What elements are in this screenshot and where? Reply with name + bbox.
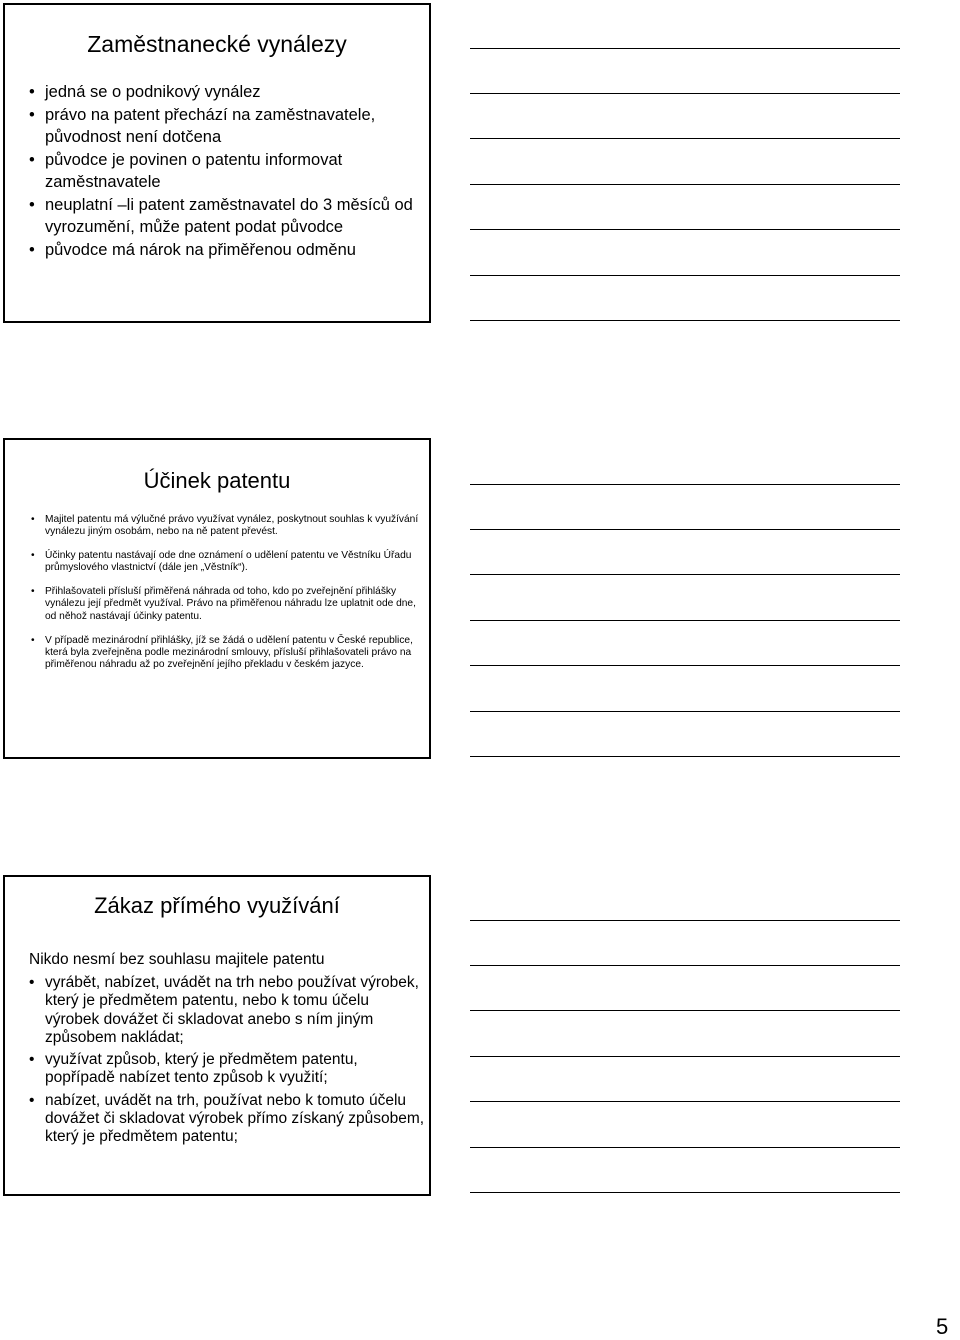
note-line xyxy=(470,93,900,94)
note-line xyxy=(470,1010,900,1011)
note-line xyxy=(470,920,900,921)
list-item: • V případě mezinárodní přihlášky, jíž se žádá o udělení patentu v České republice, která byla zveřejněna podle mezinárodní smlouvy, přísluší přihlašovateli právo na přiměřenou náhradu až po zveřejnění jejího překladu v českém jazyce. xyxy=(45,635,421,671)
slide-patent-effect xyxy=(3,438,431,759)
bullet-list xyxy=(45,974,425,1151)
note-line xyxy=(470,711,900,712)
note-line xyxy=(470,484,900,485)
note-line xyxy=(470,529,900,530)
slide-title: Účinek patentu xyxy=(143,468,291,493)
page-number: 5 xyxy=(936,1314,949,1339)
note-line xyxy=(470,184,900,185)
list-item: • Přihlašovateli přísluší přiměřená náhrada od toho, kdo po zveřejnění přihlášky vynálezu její předmět využíval. Právo na přiměřenou náhradu lze uplatnit ode dne, od něhož nastávají účinky patentu. xyxy=(45,586,421,622)
list-item: • jedná se o podnikový vynález xyxy=(45,81,425,104)
note-line xyxy=(470,275,900,276)
note-line xyxy=(470,665,900,666)
list-item: • neuplatní –li patent zaměstnavatel do 3 měsíců od vyrozumění, může patent podat původce xyxy=(45,194,425,239)
note-line xyxy=(470,1192,900,1193)
bullet-list xyxy=(45,81,425,261)
slide-direct-use-ban xyxy=(3,875,431,1196)
intro-text: Nikdo nesmí bez souhlasu majitele patentu xyxy=(29,951,325,968)
note-line xyxy=(470,138,900,139)
list-item: • nabízet, uvádět na trh, používat nebo k tomuto účelu dovážet či skladovat výrobek přímo získaný způsobem, který je předmětem patentu; xyxy=(45,1092,425,1147)
slide-employee-inventions xyxy=(3,3,431,323)
bullet-list xyxy=(45,514,421,683)
note-line xyxy=(470,620,900,621)
note-line xyxy=(470,48,900,49)
note-line xyxy=(470,1101,900,1102)
note-line xyxy=(470,1056,900,1057)
note-line xyxy=(470,320,900,321)
slide-title: Zaměstnanecké vynálezy xyxy=(87,31,347,57)
note-line xyxy=(470,965,900,966)
slide-title: Zákaz přímého využívání xyxy=(94,893,340,918)
note-line xyxy=(470,1147,900,1148)
list-item: • původce je povinen o patentu informovat zaměstnavatele xyxy=(45,149,425,194)
list-item: • původce má nárok na přiměřenou odměnu xyxy=(45,239,425,262)
note-line xyxy=(470,574,900,575)
list-item: • vyrábět, nabízet, uvádět na trh nebo používat výrobek, který je předmětem patentu, nebo k tomu účelu výrobek dovážet či skladovat anebo s ním jiným způsobem nakládat; xyxy=(45,974,425,1047)
list-item: • Účinky patentu nastávají ode dne oznámení o udělení patentu ve Věstníku Úřadu průmyslového vlastnictví (dále jen „Věstník“). xyxy=(45,550,421,574)
list-item: • právo na patent přechází na zaměstnavatele, původnost není dotčena xyxy=(45,104,425,149)
list-item: • využívat způsob, který je předmětem patentu, popřípadě nabízet tento způsob k využití; xyxy=(45,1051,425,1088)
note-line xyxy=(470,229,900,230)
list-item: • Majitel patentu má výlučné právo využívat vynález, poskytnout souhlas k využívání vynálezu jiným osobám, nebo na ně patent převést. xyxy=(45,514,421,538)
note-line xyxy=(470,756,900,757)
